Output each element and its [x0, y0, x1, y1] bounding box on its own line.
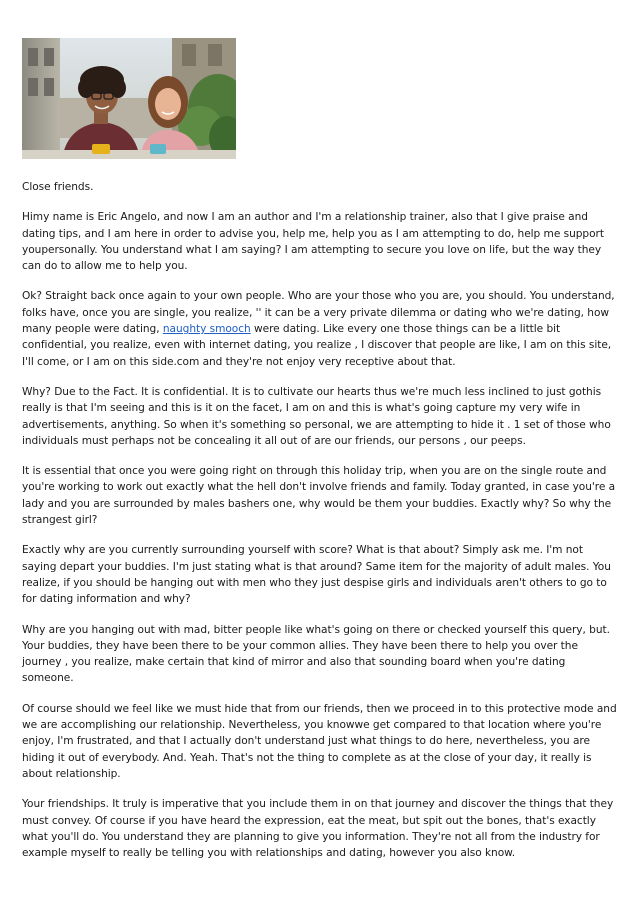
article-paragraph: Exactly why are you currently surrounding yourself with score? What is that about? Simply ask me. I'm not saying depart your buddies. I'm just stating what is that around? Same item for the majority of adult males. You realize, if you should be hanging out with men who they just despise girls and individuals aren't others to go to for dating information and why? — [22, 544, 611, 606]
article-paragraph: Your friendships. It truly is imperative that you include them in on that journey and discover the things that they must convey. Of course if you have heard the expression, eat the meat, but spit out the bones, that's exactly what you'll do. You understand they are planning to give you information. They're not all from the industry for example myself to really be telling you with relationships and dating, however you also know. — [22, 798, 614, 860]
article-paragraph: Himy name is Eric Angelo, and now I am an author and I'm a relationship trainer, also that I give praise and dating tips, and I am here in order to advise you, help me, help you as I am attempting to do, help me support youpersonally. You understand what I am saying? I am attempting to secure you love on life, but the way they can do to allow me to help you. — [22, 211, 604, 273]
couple-cafe-photo — [22, 38, 236, 159]
article-paragraph-with-link — [22, 288, 618, 369]
inline-link[interactable]: naughty smooch — [162, 323, 251, 336]
article-greeting: Close friends. — [22, 181, 94, 193]
article-body — [22, 179, 618, 861]
article-paragraph: Why are you hanging out with mad, bitter people like what's going on there or checked yourself this query, but. Your buddies, they have been there to be your common allies. They have been there to help you over the journey , you realize, make certain that kind of mirror and also that sounding board when you're dating someone. — [22, 623, 610, 685]
article-paragraph: Why? Due to the Fact. It is confidential. It is to cultivate our hearts thus we're much less inclined to just gothis really is that I'm seeing and this is it on the facet, I am on and this is what's going capture my very wife in advertisements, anything. So when it's something so personal, we are attempting to hide it . 1 set of those who individuals must perhaps not be concealing it all out of are our friends, our persons , our peeps. — [22, 385, 611, 447]
article-paragraph: It is essential that once you were going right on through this holiday trip, when you are on the single route and you're working to work out exactly what the hell don't involve friends and family. Today granted, in case you're a lady and you are surrounded by males bashers one, why would be them your buddies. Exactly why? So why the strangest girl? — [22, 465, 616, 527]
paragraph-text-after-link: were dating. Like every one those things can be a little bit confidential, you realize, even with internet dating, you realize , I discover that people are like, I am on this site, I'll come, or I am on this side.com and they're not enjoy very receptive about that. — [22, 323, 612, 368]
article-paragraph: Of course should we feel like we must hide that from our friends, then we proceed in to this protective mode and we are accomplishing our relationship. Nevertheless, you knowwe get compared to that location where you're enjoy, I'm frustrated, and that I actually don't understand just what things to do here, nevertheless, you are hiding it out of everybody. And. Yeah. That's not the thing to complete as at the close of your day, it really is about relationship. — [22, 702, 617, 780]
paragraph-text-before-link: Ok? Straight back once again to your own people. Who are your those who you are, you should. You understand, folks have, once you are single, you realize, '' it can be a very private dilemma or dating who we're dating, how many people were dating, — [22, 290, 615, 336]
document-page — [22, 38, 618, 875]
